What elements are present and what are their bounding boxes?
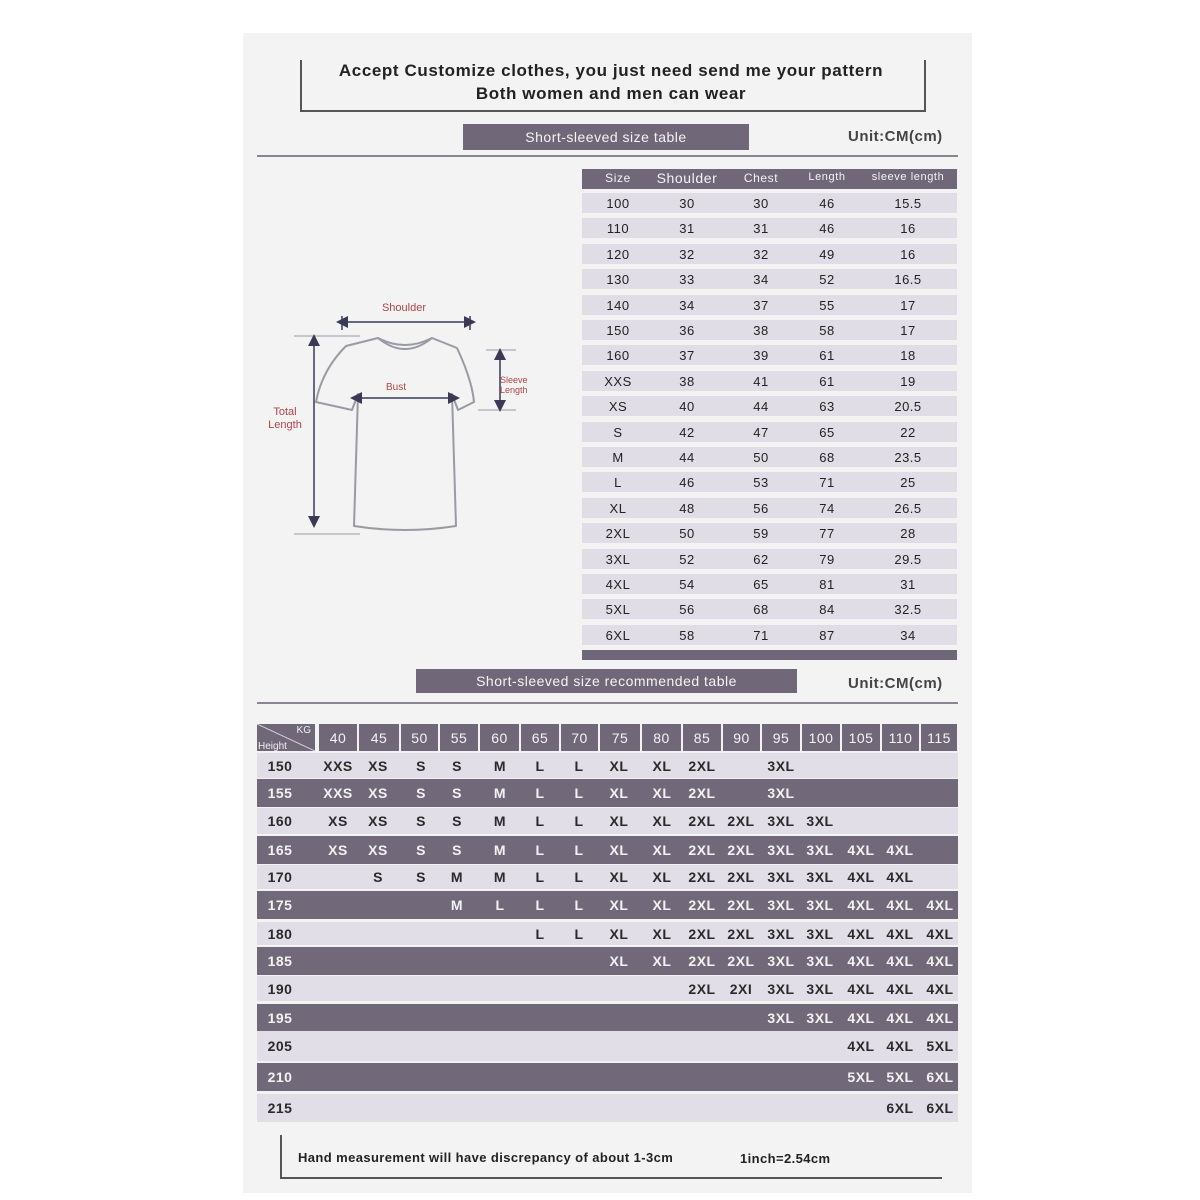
col-sleeve-length: sleeve length: [871, 171, 945, 183]
recommended-size: 3XL: [767, 842, 795, 858]
weight-header-50: 50: [401, 724, 438, 751]
height-label: 215: [267, 1100, 293, 1116]
weight-header-40: 40: [319, 724, 357, 751]
size-table-cell: 18: [900, 348, 916, 364]
recommended-size: 4XL: [886, 897, 914, 913]
size-table-cell: 41: [753, 373, 769, 389]
rec-table-rule: [257, 702, 958, 704]
size-table-row: [582, 295, 957, 315]
recommended-size: S: [452, 842, 462, 858]
recommended-size: L: [535, 785, 545, 801]
size-table-title: Short-sleeved size table: [463, 124, 749, 150]
size-table-cell: 34: [679, 297, 695, 313]
size-table-cell: 37: [679, 348, 695, 364]
weight-header-85: 85: [683, 724, 721, 751]
size-table-cell: 32: [679, 246, 695, 262]
weight-header-65: 65: [521, 724, 559, 751]
recommended-size: 3XL: [806, 897, 834, 913]
size-table-cell: 15.5: [894, 196, 922, 211]
size-table-cell: 20.5: [894, 399, 922, 415]
recommended-size: XL: [609, 953, 629, 969]
recommended-size: 2XL: [688, 953, 716, 969]
size-table-cell: 55: [819, 297, 835, 313]
recommended-size: 6XL: [926, 1069, 954, 1085]
recommended-size: M: [493, 842, 507, 858]
size-table-row: [582, 498, 957, 518]
recommended-size: 4XL: [886, 1038, 914, 1054]
col-size: Size: [605, 171, 631, 185]
height-label: 170: [267, 869, 293, 885]
recommended-size: S: [373, 869, 383, 885]
size-table-cell: 25: [900, 475, 916, 491]
size-table-cell: 30: [753, 196, 769, 211]
size-table-cell: XXS: [604, 373, 632, 389]
weight-header-70: 70: [561, 724, 598, 751]
recommended-size: 4XL: [847, 869, 875, 885]
size-table-cell: 17: [900, 323, 916, 338]
size-table-cell: 77: [819, 526, 835, 542]
footer-conversion: 1inch=2.54cm: [740, 1151, 831, 1166]
recommended-size: 5XL: [886, 1069, 914, 1085]
size-table-cell: 47: [753, 424, 769, 440]
size-table-cell: L: [614, 475, 622, 491]
recommended-size: L: [574, 842, 584, 858]
recommended-size: S: [416, 813, 426, 829]
size-table-row: [582, 523, 957, 543]
rec-table-row: [257, 922, 958, 945]
size-table-cell: 17: [900, 297, 916, 313]
recommended-size: 3XL: [767, 925, 795, 942]
size-table-cell: 110: [606, 221, 630, 237]
weight-header-90: 90: [723, 724, 760, 751]
size-table-cell: 46: [819, 221, 835, 237]
size-table-cell: 32.5: [894, 602, 922, 618]
size-table-row: [582, 345, 957, 365]
recommended-size: 3XL: [767, 953, 795, 969]
recommended-size: S: [452, 785, 462, 801]
size-table-cell: 87: [819, 627, 835, 643]
col-shoulder: Shoulder: [656, 170, 718, 186]
size-table-row: [582, 371, 957, 391]
height-label: 165: [267, 842, 293, 858]
size-table-cell: 16.5: [894, 272, 922, 288]
size-table-cell: 74: [819, 500, 835, 516]
recommended-size: XS: [368, 813, 388, 829]
recommended-size: XL: [652, 869, 672, 885]
size-table-row: [582, 472, 957, 492]
recommended-size: M: [493, 757, 507, 774]
rec-table-unit: Unit:CM(cm): [848, 675, 943, 692]
size-table-cell: 38: [753, 323, 769, 338]
recommended-size: 4XL: [847, 980, 875, 997]
height-label: 175: [267, 897, 293, 913]
recommended-size: S: [452, 757, 462, 774]
weight-header-45: 45: [359, 724, 399, 751]
weight-header-80: 80: [642, 724, 681, 751]
size-table-cell: 84: [819, 602, 835, 618]
size-table-cell: 2XL: [605, 526, 631, 542]
recommended-size: L: [574, 869, 584, 885]
height-label: 150: [267, 757, 293, 774]
rec-table-row: [257, 1031, 958, 1061]
recommended-size: 3XL: [767, 980, 795, 997]
recommended-size: 2XL: [688, 785, 716, 801]
total-length-label: Total Length: [268, 406, 302, 431]
size-table-cell: 65: [819, 424, 835, 440]
recommended-size: 2XL: [727, 953, 755, 969]
size-table-cell: 150: [606, 323, 630, 338]
size-table-cell: 31: [900, 577, 916, 592]
rec-table-row: [257, 947, 958, 975]
recommended-size: S: [416, 757, 426, 774]
corner-height-label: Height: [258, 741, 287, 751]
size-table-cell: 44: [679, 450, 695, 465]
recommended-size: 4XL: [886, 842, 914, 858]
size-table-row: [582, 574, 957, 594]
weight-header-105: 105: [842, 724, 880, 751]
recommended-size: 4XL: [926, 1010, 954, 1026]
size-table-cell: 31: [753, 221, 769, 237]
size-table-cell: 62: [753, 551, 769, 567]
tshirt-outline: [316, 338, 474, 530]
recommended-size: XS: [368, 842, 388, 858]
size-table-cell: 50: [679, 526, 695, 542]
size-table-cell: 160: [606, 348, 630, 364]
size-table-cell: 26.5: [894, 500, 922, 516]
recommended-size: XL: [652, 953, 672, 969]
size-table-row: [582, 244, 957, 264]
size-table-cell: 49: [819, 246, 835, 262]
recommended-size: 4XL: [886, 925, 914, 942]
col-length: Length: [808, 171, 846, 183]
rec-table-row: [257, 865, 958, 889]
size-table-cell: 71: [819, 475, 835, 491]
recommended-size: 3XL: [806, 813, 834, 829]
recommended-size: XL: [652, 813, 672, 829]
recommended-size: 4XL: [926, 980, 954, 997]
size-table-row: [582, 320, 957, 340]
recommended-size: 3XL: [767, 757, 795, 774]
recommended-size: 4XL: [847, 1010, 875, 1026]
recommended-size: XXS: [323, 757, 353, 774]
size-table-cell: 63: [819, 399, 835, 415]
recommended-size: 3XL: [767, 813, 795, 829]
size-table-cell: 79: [819, 551, 835, 567]
recommended-size: 6XL: [886, 1100, 914, 1116]
recommended-size: L: [574, 925, 584, 942]
recommended-size: L: [574, 757, 584, 774]
size-table-row: [582, 625, 957, 645]
recommended-size: 4XL: [886, 953, 914, 969]
size-table-cell: 4XL: [605, 577, 631, 592]
recommended-size: XL: [609, 785, 629, 801]
height-label: 205: [267, 1038, 293, 1054]
rec-table-row: [257, 808, 958, 834]
recommended-size: 2XL: [688, 897, 716, 913]
recommended-size: XL: [652, 925, 672, 942]
recommended-size: 2XL: [727, 897, 755, 913]
recommended-size: 4XL: [847, 1038, 875, 1054]
size-table-cell: 3XL: [605, 551, 631, 567]
rec-table-row: [257, 836, 958, 864]
recommended-size: XS: [368, 757, 388, 774]
size-table-cell: 53: [753, 475, 769, 491]
recommended-size: L: [535, 925, 545, 942]
size-table-cell: 59: [753, 526, 769, 542]
size-table-cell: 42: [679, 424, 695, 440]
size-table-cell: 31: [679, 221, 695, 237]
height-label: 180: [267, 925, 293, 942]
size-table-cell: 81: [819, 577, 835, 592]
bust-label: Bust: [385, 382, 406, 393]
recommended-size: XS: [328, 842, 348, 858]
recommended-size: L: [535, 842, 545, 858]
recommended-size: L: [535, 897, 545, 913]
recommended-size: 2XL: [688, 813, 716, 829]
size-table-cell: 36: [679, 323, 695, 338]
size-table-cell: XL: [609, 500, 627, 516]
recommended-size: 3XL: [806, 980, 834, 997]
rec-table-row: [257, 1004, 958, 1032]
recommended-size: S: [416, 869, 426, 885]
weight-header-115: 115: [921, 724, 957, 751]
recommended-size: 6XL: [926, 1100, 954, 1116]
recommended-size: 3XL: [806, 842, 834, 858]
recommended-size: M: [493, 869, 507, 885]
size-table-cell: 38: [679, 373, 695, 389]
height-label: 190: [267, 980, 293, 997]
recommended-size: XXS: [323, 785, 353, 801]
size-table-row: [582, 396, 957, 416]
size-table-cell: 33: [679, 272, 695, 288]
size-table-cell: S: [613, 424, 623, 440]
recommended-size: XL: [652, 842, 672, 858]
size-table-cell: 32: [753, 246, 769, 262]
size-table-cell: 71: [753, 627, 769, 643]
recommended-size: XS: [328, 813, 348, 829]
size-table-cell: 44: [753, 399, 769, 415]
size-table-cell: 58: [819, 323, 835, 338]
rec-table-row: [257, 1063, 958, 1091]
size-table-cell: 54: [679, 577, 695, 592]
recommended-size: 5XL: [847, 1069, 875, 1085]
recommended-size: M: [450, 869, 464, 885]
height-label: 155: [267, 785, 293, 801]
recommended-size: 4XL: [926, 953, 954, 969]
size-table-row: [582, 447, 957, 467]
weight-header-95: 95: [762, 724, 800, 751]
recommended-size: 3XL: [767, 897, 795, 913]
size-table-cell: 140: [606, 297, 630, 313]
size-table-cell: 37: [753, 297, 769, 313]
recommended-size: XL: [652, 785, 672, 801]
recommended-size: 4XL: [926, 897, 954, 913]
height-label: 195: [267, 1010, 293, 1026]
size-table-header: [582, 169, 957, 189]
size-table-row: [582, 218, 957, 238]
size-table-cell: M: [612, 450, 624, 465]
size-table-cell: 34: [900, 627, 916, 643]
sleeve-length-label: Sleeve Length: [500, 375, 528, 395]
recommended-size: 3XL: [806, 1010, 834, 1026]
size-table-cell: 6XL: [605, 627, 631, 643]
recommended-size: 4XL: [847, 897, 875, 913]
size-table-cell: 61: [819, 373, 835, 389]
recommended-size: L: [574, 813, 584, 829]
recommended-size: XL: [609, 925, 629, 942]
recommended-size: 2XL: [688, 925, 716, 942]
weight-header-60: 60: [480, 724, 519, 751]
col-chest: Chest: [743, 171, 779, 185]
size-table-cell: 46: [679, 475, 695, 491]
size-table-cell: 48: [679, 500, 695, 516]
recommended-size: M: [493, 785, 507, 801]
weight-header-110: 110: [882, 724, 919, 751]
size-table-cell: 52: [679, 551, 695, 567]
height-label: 185: [267, 953, 293, 969]
recommended-size: S: [416, 785, 426, 801]
rec-table-row: [257, 976, 958, 1001]
height-label: 210: [267, 1069, 293, 1085]
recommended-size: 4XL: [847, 842, 875, 858]
size-table-cell: 23.5: [894, 450, 922, 465]
size-table-rule: [257, 155, 958, 157]
size-table-cell: 61: [819, 348, 835, 364]
recommended-size: 3XL: [806, 953, 834, 969]
rec-table-row: [257, 1094, 958, 1122]
size-table-cell: 28: [900, 526, 916, 542]
recommended-size: 4XL: [847, 953, 875, 969]
size-table-unit: Unit:CM(cm): [848, 128, 943, 145]
recommended-size: XL: [609, 897, 629, 913]
size-table-cell: 50: [753, 450, 769, 465]
height-label: 160: [267, 813, 293, 829]
recommended-size: XL: [609, 842, 629, 858]
recommended-size: 3XL: [806, 869, 834, 885]
recommended-size: 2XL: [688, 980, 716, 997]
recommended-size: 2XL: [727, 925, 755, 942]
footer-note: Hand measurement will have discrepancy of about 1-3cm: [298, 1150, 674, 1165]
size-table-cell: 130: [606, 272, 630, 288]
recommended-size: 2XL: [688, 757, 716, 774]
size-table-cell: 5XL: [605, 602, 631, 618]
size-table-cell: 52: [819, 272, 835, 288]
size-table-cell: 40: [679, 399, 695, 415]
size-table-row: [582, 269, 957, 289]
recommended-size: 2XL: [688, 842, 716, 858]
recommended-size: 2XL: [688, 869, 716, 885]
size-table-cell: 68: [753, 602, 769, 618]
recommended-size: L: [574, 897, 584, 913]
size-table-cell: 19: [900, 373, 916, 389]
recommended-size: 3XL: [767, 1010, 795, 1026]
recommended-size: 3XL: [767, 869, 795, 885]
size-table-cell: 22: [900, 424, 916, 440]
size-table-cell: 100: [606, 196, 630, 211]
corner-kg-label: KG: [296, 725, 311, 736]
shoulder-label: Shoulder: [381, 302, 427, 314]
size-table-cell: 16: [900, 221, 916, 237]
size-table-cell: 58: [679, 627, 695, 643]
size-table-row: [582, 549, 957, 569]
recommended-size: L: [495, 897, 505, 913]
recommended-size: XL: [652, 897, 672, 913]
weight-header-100: 100: [802, 724, 840, 751]
size-table-row: [582, 193, 957, 213]
recommended-size: XL: [609, 813, 629, 829]
recommended-size: L: [574, 785, 584, 801]
rec-table-row: [257, 891, 958, 919]
recommended-size: 2XL: [727, 842, 755, 858]
recommended-size: 4XL: [847, 925, 875, 942]
size-table-cell: 29.5: [894, 551, 922, 567]
size-table-cell: XS: [608, 399, 628, 415]
size-table-cell: 120: [606, 246, 630, 262]
recommended-size: 2XL: [727, 813, 755, 829]
size-table-cell: 46: [819, 196, 835, 211]
recommended-size: S: [416, 842, 426, 858]
size-table-cell: 30: [679, 196, 695, 211]
rec-table-row: [257, 779, 958, 807]
rec-table-corner: [257, 724, 315, 751]
recommended-size: XS: [368, 785, 388, 801]
recommended-size: L: [535, 757, 545, 774]
recommended-size: XL: [609, 869, 629, 885]
recommended-size: 2XL: [727, 869, 755, 885]
size-table-cell: 65: [753, 577, 769, 592]
recommended-size: 4XL: [886, 1010, 914, 1026]
size-table-cell: 56: [679, 602, 695, 618]
header-line-2: Both women and men can wear: [475, 84, 747, 103]
recommended-size: M: [450, 897, 464, 913]
recommended-size: L: [535, 813, 545, 829]
size-table-cell: 39: [753, 348, 769, 364]
recommended-size: M: [493, 813, 507, 829]
recommended-size: 4XL: [886, 869, 914, 885]
size-table-cell: 16: [900, 246, 916, 262]
size-table-footer-bar: [582, 650, 957, 660]
recommended-size: 5XL: [926, 1038, 954, 1054]
size-table-cell: 68: [819, 450, 835, 465]
recommended-size: 4XL: [926, 925, 954, 942]
recommended-size: L: [535, 869, 545, 885]
size-table-cell: 56: [753, 500, 769, 516]
recommended-size: XL: [652, 757, 672, 774]
size-table-row: [582, 599, 957, 619]
recommended-size: S: [452, 813, 462, 829]
tshirt-collar: [378, 338, 432, 349]
size-table-cell: 34: [753, 272, 769, 288]
header-line-1: Accept Customize clothes, you just need send me your pattern: [338, 61, 884, 80]
rec-table-row: [257, 753, 958, 778]
recommended-size: 2XI: [729, 980, 753, 997]
weight-header-55: 55: [440, 724, 478, 751]
recommended-size: 3XL: [767, 785, 795, 801]
size-table-row: [582, 422, 957, 442]
recommended-size: XL: [609, 757, 629, 774]
recommended-size: 4XL: [886, 980, 914, 997]
recommended-size: 3XL: [806, 925, 834, 942]
rec-table-title: Short-sleeved size recommended table: [416, 669, 797, 693]
weight-header-75: 75: [600, 724, 640, 751]
